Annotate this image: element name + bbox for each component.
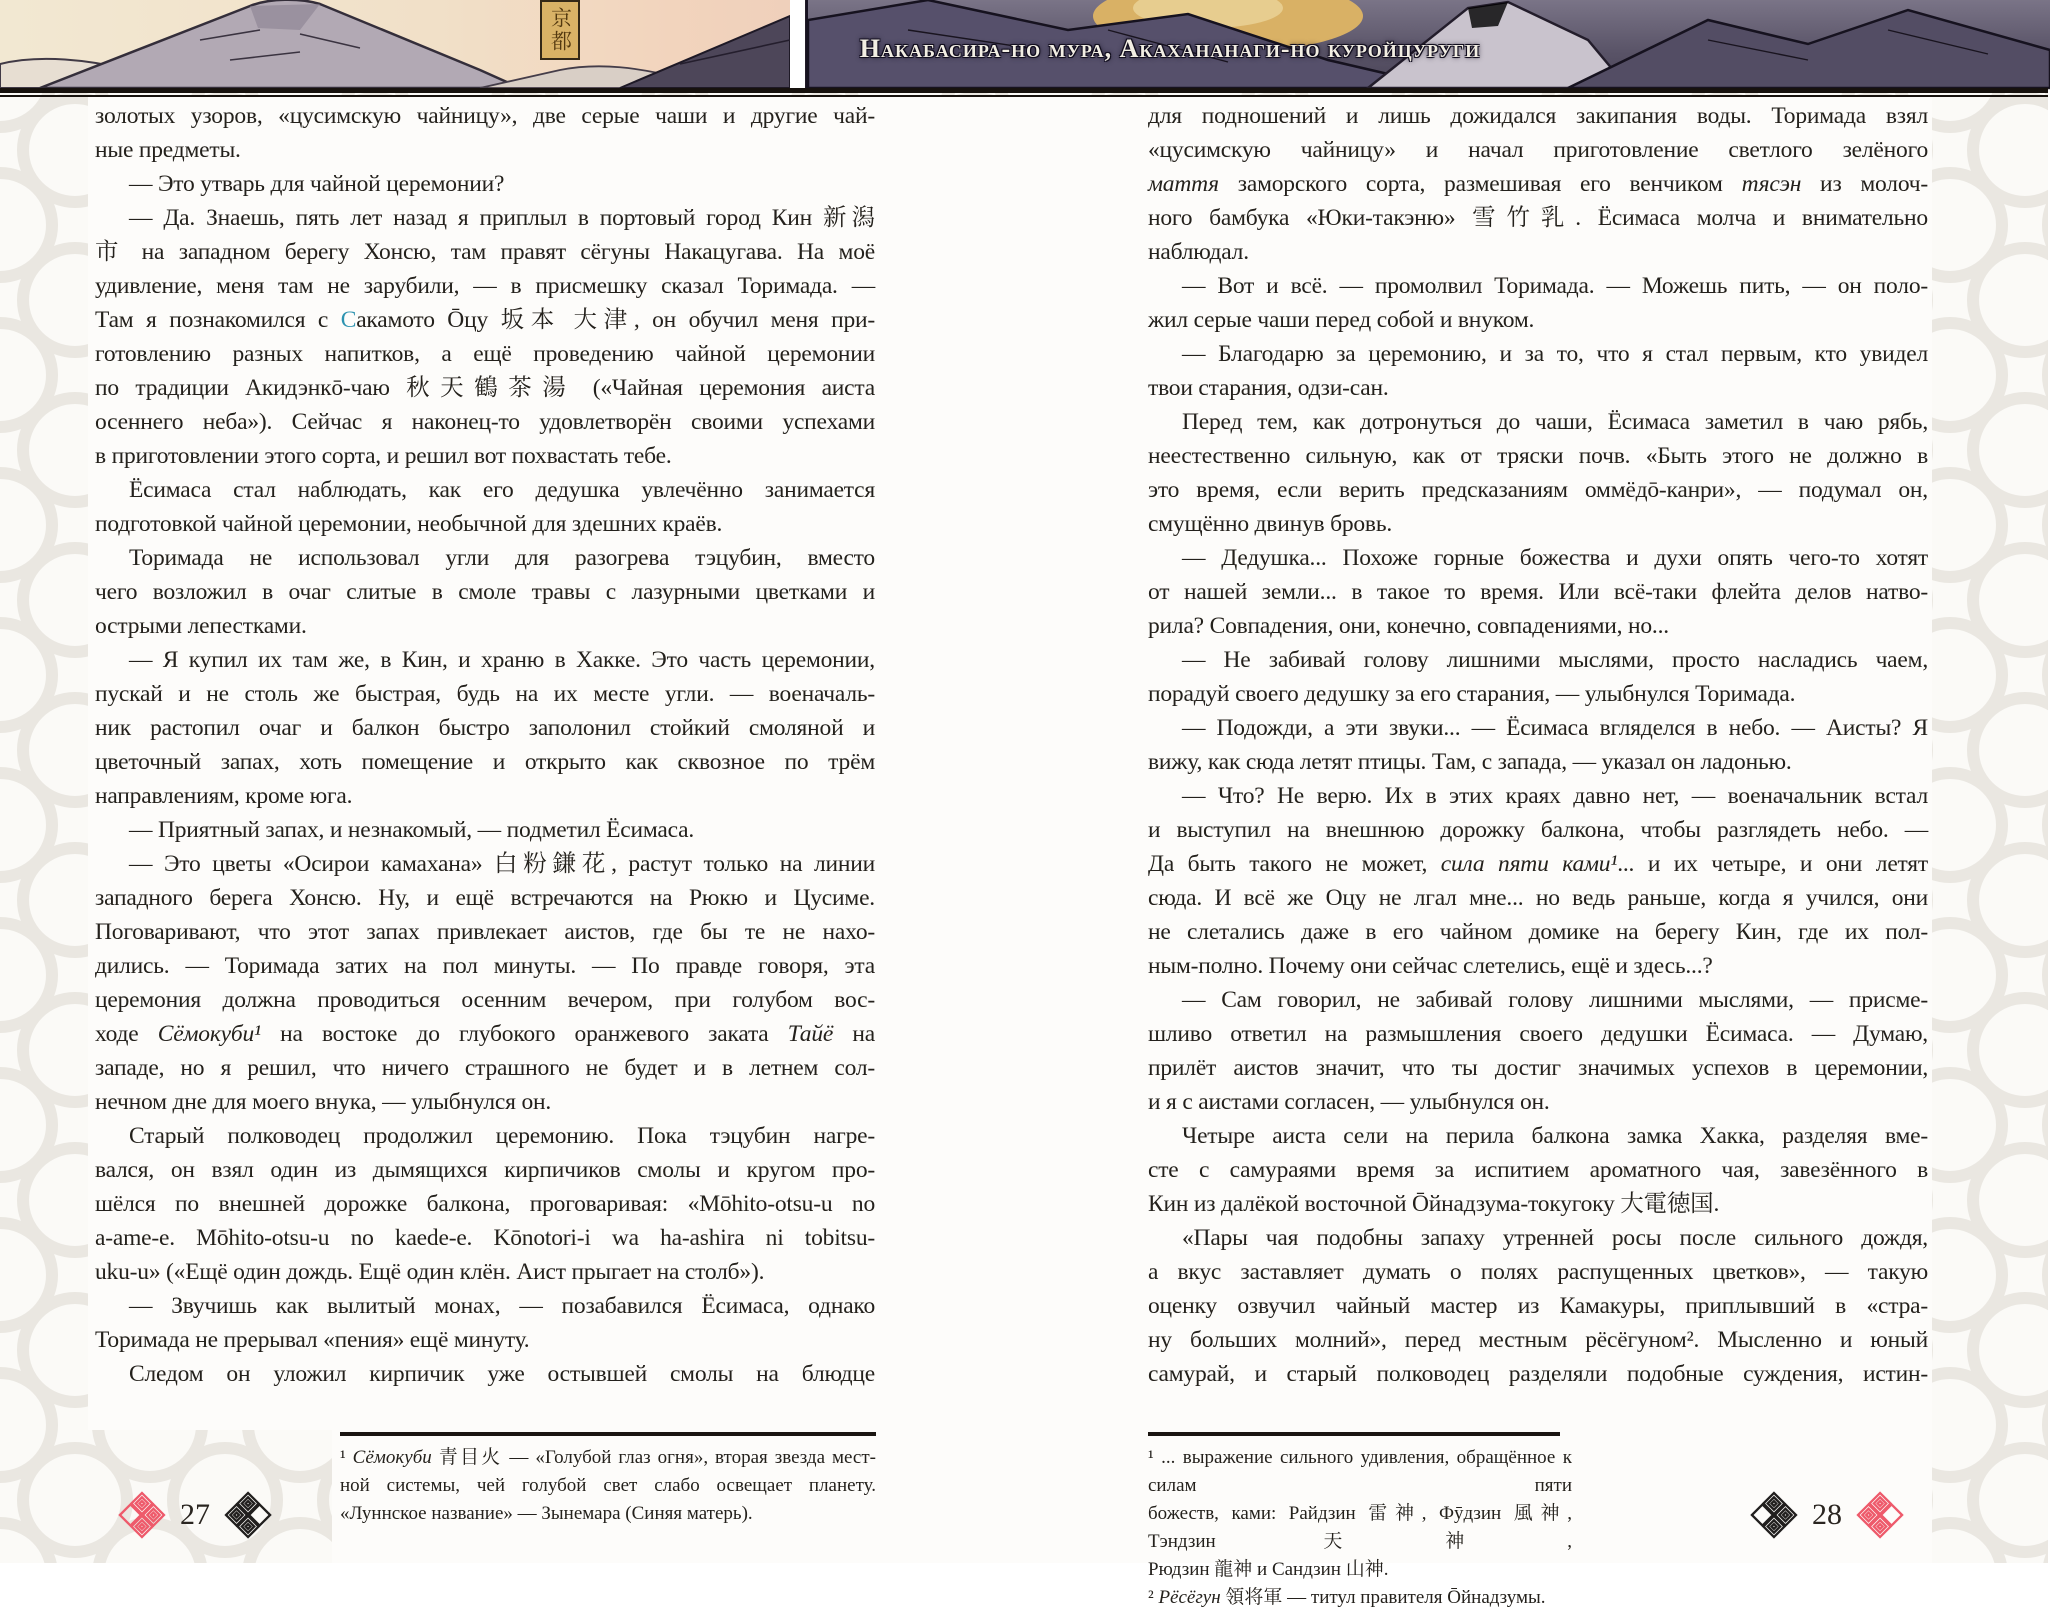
left-pagenum-row (118, 1492, 272, 1538)
text-line: самурай, и старый полководец разделяли подобные суждения, истин- (1148, 1361, 1928, 1387)
knot-ornament-black-icon (1750, 1492, 1796, 1538)
text-line: неестественно сильную, как от тряски почв. «Быть этого не должно в (1148, 443, 1928, 469)
text-line: шёлся по внешней дорожке балкона, проговаривая: «Mōhito-otsu-u no (95, 1191, 875, 1217)
text-line: золотых узоров, «цусимскую чайницу», две серые чаши и другие чай- (95, 103, 875, 129)
text-line: — Что? Не верю. Их в этих краях давно нет, — военачальник встал (1182, 783, 1928, 809)
text-line: ным-полно. Почему они сейчас слетелись, ещё и здесь...? (1148, 953, 1713, 979)
right-footnote (1148, 1444, 1572, 1612)
text-line: ного бамбука «Юки-такэню» 雪竹乳. Ёсимаса молча и внимательно (1148, 205, 1928, 231)
text-line: маття заморского сорта, размешивая его венчиком тясэн из молоч- (1148, 171, 1929, 197)
header-rule (0, 88, 2048, 93)
text-line: в приготовлении этого сорта, и решил вот похвастать тебе. (95, 443, 672, 469)
text-line: — Я купил их там же, в Кин, и храню в Хакке. Это часть церемонии, (129, 647, 875, 673)
text-line: ные предметы. (95, 137, 241, 163)
text-line: Следом он уложил кирпичик уже остывшей смолы на блюдце (129, 1361, 875, 1387)
text-line: жил серые чаши перед собой и внуком. (1148, 307, 1535, 333)
text-line: — Это цветы «Осирои камахана» 白粉鎌花, растут только на линии (129, 851, 875, 877)
footnote-line: божеств, ками: Райдзин 雷神, Фӯдзин 風神, Тэндзин 天神, (1148, 1503, 1572, 1552)
text-line: дились. — Торимада затих на пол минуты. — По правде говоря, эта (95, 953, 875, 979)
right-page-text (1148, 99, 1928, 1391)
text-line: вижу, как сюда летят птицы. Там, с запада, — указал он ладонью. (1148, 749, 1792, 775)
text-line: Там я познакомился с Сакамото Ōцу 坂本 大津, он обучил меня при- (95, 307, 875, 333)
text-line: сюда. И всё же Оцу не лгал мне... но ведь раньше, когда я учился, они (1148, 885, 1928, 911)
text-line: и я с аистами согласен, — улыбнулся он. (1148, 1089, 1550, 1115)
text-line: острыми лепестками. (95, 613, 307, 639)
text-line: — Подожди, а эти звуки... — Ёсимаса вгляделся в небо. — Аисты? Я (1182, 715, 1928, 741)
text-line: Старый полководец продолжил церемонию. Пока тэцубин нагре- (129, 1123, 875, 1149)
text-line: — Сам говорил, не забивай голову лишними мыслями, — присме- (1182, 987, 1928, 1013)
footnote-line: ¹ ... выражение сильного удивления, обращённое к силам пяти (1148, 1447, 1572, 1496)
right-footnote-divider (1148, 1432, 1560, 1436)
text-line: а вкус заставляет думать о полях распущенных цветков», — такую (1148, 1259, 1928, 1285)
text-line: удивление, меня там не зарубили, — в присмешку сказал Торимада. — (95, 273, 875, 299)
text-line: Кин из далёкой восточной Ōйнадзума-токугоку 大電徳国. (1148, 1191, 1720, 1217)
text-line: шливо ответил на размышления своего дедушки Ёсимаса. — Думаю, (1148, 1021, 1928, 1047)
header-page-gap (790, 0, 806, 88)
text-line: a-ame-e. Mōhito-otsu-u no kaede-e. Kōnotori-i wa ha-ashira ni tobitsu- (95, 1225, 875, 1251)
text-line: подготовкой чайной церемонии, необычной для здешних краёв. (95, 511, 723, 537)
text-line: — Вот и всё. — промолвил Торимада. — Можешь пить, — он поло- (1182, 273, 1928, 299)
text-line: Торимада не прерывал «пения» ещё минуту. (95, 1327, 530, 1353)
text-line: Ёсимаса стал наблюдать, как его дедушка увлечённо занимается (129, 477, 875, 503)
text-line: uku-u» («Ещё один дождь. Ещё один клён. Аист прыгает на столб»). (95, 1259, 765, 1285)
text-line: прилёт аистов значит, что ты достиг значимых успехов в церемонии, (1148, 1055, 1928, 1081)
page-number-left: 27 (180, 1498, 210, 1531)
text-line: порадуй своего дедушку за его старания, — улыбнулся Торимада. (1148, 681, 1796, 707)
text-line: смущённо двинув бровь. (1148, 511, 1393, 537)
text-line: ходе Сёмокуби¹ на востоке до глубокого оранжевого заката Тайё на (95, 1021, 875, 1047)
text-line: — Это утварь для чайной церемонии? (129, 171, 505, 197)
text-line: Да быть такого не может, сила пяти ками¹... и их четыре, и они летят (1148, 851, 1928, 877)
text-line: церемония должна проводиться осенним вечером, при голубом вос- (95, 987, 875, 1013)
footnote-line: ной системы, чей голубой свет слабо освещает планету. (340, 1475, 876, 1496)
text-line: готовлению разных напитков, а ещё проведению чайной церемонии (95, 341, 875, 367)
text-line: по традиции Акидэнкō-чаю 秋天鶴茶湯 («Чайная церемония аиста (95, 375, 875, 401)
text-line: направлениям, кроме юга. (95, 783, 353, 809)
text-line: Перед тем, как дотронуться до чаши, Ёсимаса заметил в чаю рябь, (1182, 409, 1928, 435)
footnote-line: Рюдзин 龍神 и Сандзин 山神. (1148, 1559, 1389, 1580)
text-line: Торимада не использовал угли для разогрева тэцубин, вместо (129, 545, 875, 571)
right-pagenum-row (1750, 1492, 1904, 1538)
left-page-text (95, 99, 875, 1391)
text-line: твои старания, одзи-сан. (1148, 375, 1389, 401)
text-line: западного берега Хонсю. Ну, и ещё встречаются на Рюкю и Цусиме. (95, 885, 875, 911)
knot-ornament-red-icon (1858, 1492, 1904, 1538)
text-line: нечном дне для моего внука, — улыбнулся он. (95, 1089, 552, 1115)
header-band (0, 0, 2048, 97)
text-line: «Пары чая подобны запаху утренней росы после сильного дождя, (1182, 1225, 1928, 1251)
text-line: 市 на западном берегу Хонсю, там правят сёгуны Накацугава. На моё (95, 239, 875, 265)
text-line: осеннего неба»). Сейчас я наконец-то удовлетворён своими успехами (95, 409, 875, 435)
text-line: не слетались даже в его чайном домике на берегу Кин, где их пол- (1148, 919, 1928, 945)
text-line: рила? Совпадения, они, конечно, совпадениями, но... (1148, 613, 1669, 639)
linked-letter[interactable]: С (340, 307, 357, 333)
text-line: — Не забивай голову лишними мыслями, просто насладись чаем, (1182, 647, 1928, 673)
text-line: — Да. Знаешь, пять лет назад я приплыл в портовый город Кин 新潟 (129, 205, 875, 231)
text-line: наблюдал. (1148, 239, 1249, 265)
text-line: — Звучишь как вылитый монах, — позабавился Ёсимаса, однако (129, 1293, 875, 1319)
chapter-title: Накабасира-но мура, Акахананаги-но куройцуруги (859, 34, 1481, 63)
text-line: Четыре аиста сели на перила балкона замка Хакка, разделяя вме- (1182, 1123, 1928, 1149)
text-line: цветочный запах, хоть помещение и открыто как сквозное по трём (95, 749, 875, 775)
text-line: пускай и не столь же быстрая, будь на их месте угли. — военачаль- (95, 681, 875, 707)
page-number-right: 28 (1812, 1498, 1842, 1531)
page-gutter (880, 97, 1148, 1563)
left-footnote-divider (340, 1432, 876, 1436)
text-line: это время, если верить предсказаниям оммёдō-канри», — подумал он, (1148, 477, 1928, 503)
header-rule-thin (0, 95, 2048, 97)
left-footnote (340, 1444, 876, 1528)
text-line: — Приятный запах, и незнакомый, — подметил Ёсимаса. (129, 817, 695, 843)
text-line: от нашей земли... в такое то время. Или всё-таки флейта делов натво- (1148, 579, 1928, 605)
text-line: Поговаривают, что этот запах привлекает аистов, где бы те не нахо- (95, 919, 875, 945)
kyoto-cartouche: 京都 (540, 0, 580, 60)
text-line: и выступил на внешнюю дорожку балкона, чтобы разглядеть небо. — (1148, 817, 1928, 843)
text-line: оценку озвучил чайный мастер из Камакуры, приплывший в «стра- (1148, 1293, 1928, 1319)
footnote-line: «Луннское название» — Зынемара (Синяя матерь). (340, 1503, 753, 1524)
knot-ornament-black-icon (226, 1492, 272, 1538)
text-line: западе, но я решил, что ничего страшного не будет и в летнем сол- (95, 1055, 875, 1081)
footnote-line: ² Рёсёгун 領将軍 — титул правителя Ōйнадзумы. (1148, 1587, 1546, 1608)
text-line: «цусимскую чайницу» и начал приготовление светлого зелёного (1148, 137, 1928, 163)
text-line: ник растопил очаг и балкон быстро заполонил стойкий смоляной и (95, 715, 875, 741)
text-line: сте с самураями время за испитием ароматного чая, завезённого в (1148, 1157, 1928, 1183)
footnote-line: ¹ Сёмокуби 青目火 — «Голубой глаз огня», вторая звезда мест- (340, 1447, 876, 1468)
text-line: чего возложил в очаг слитые в смоле травы с лазурными цветками и (95, 579, 875, 605)
text-line: — Благодарю за церемонию, и за то, что я стал первым, кто увидел (1182, 341, 1928, 367)
header-artwork-left (0, 0, 790, 88)
text-line: для подношений и лишь дожидался закипания воды. Торимада взял (1148, 103, 1928, 129)
knot-ornament-red-icon (118, 1492, 164, 1538)
text-line: — Дедушка... Похоже горные божества и духи опять чего-то хотят (1182, 545, 1928, 571)
text-line: ну больших молний», перед местным рёсёгуном². Мысленно и юный (1148, 1327, 1928, 1353)
text-line: вался, он взял один из дымящихся кирпичиков смолы и кругом про- (95, 1157, 875, 1183)
